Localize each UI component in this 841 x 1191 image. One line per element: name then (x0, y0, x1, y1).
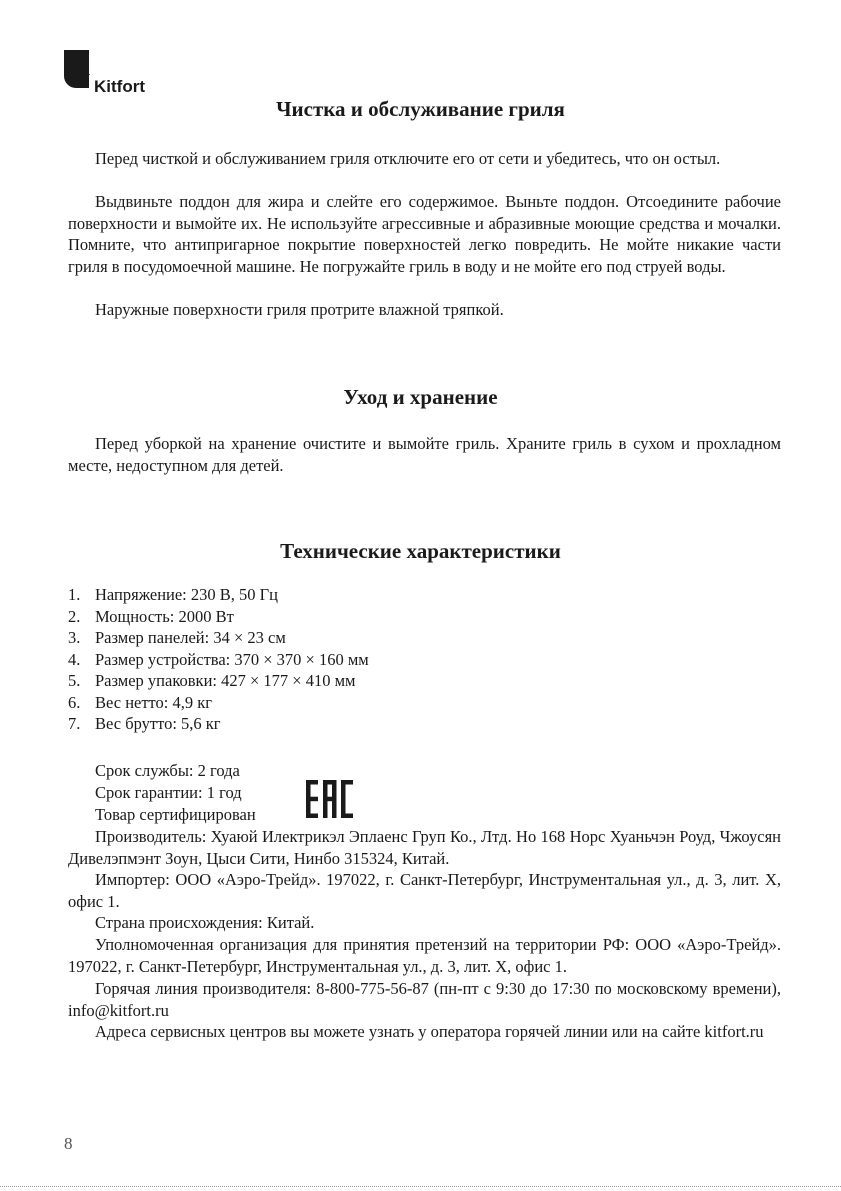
page-bottom-divider (0, 1186, 841, 1187)
storage-title: Уход и хранение (343, 385, 498, 409)
cleaning-title: Чистка и обслуживание гриля (276, 97, 565, 121)
spec-number: 2. (68, 606, 81, 626)
cleaning-paragraph-1: Перед чисткой и обслуживанием гриля отключите его от сети и убедитесь, что он остыл. (95, 149, 721, 168)
spec-text: Вес нетто: 4,9 кг (95, 692, 213, 712)
importer-info: Импортер: ООО «Аэро-Трейд». 197022, г. Санкт-Петербург, Инструментальная ул., д. 3, лит. Х, офис 1. (68, 870, 781, 911)
spec-item (68, 649, 369, 671)
logo-text: Kitfort (94, 77, 145, 96)
spec-item (68, 692, 369, 714)
spec-item (68, 584, 369, 606)
spec-number: 3. (68, 628, 81, 647)
spec-text: Размер упаковки: 427 × 177 × 410 мм (95, 671, 356, 690)
spec-number: 6. (68, 692, 81, 712)
spec-text: Размер устройства: 370 × 370 × 160 мм (95, 649, 369, 669)
manufacturer-info: Производитель: Хуаюй Илектрикэл Эплаенс Груп Ко., Лтд. Но 168 Норс Хуаньчэн Роуд, Чжоусян Дивелэпмэнт Зоун, Цыси Сити, Нинбо 315324, Китай. (68, 827, 781, 868)
storage-paragraph: Перед уборкой на хранение очистите и вымойте гриль. Храните гриль в сухом и прохладном месте, недоступном для детей. (68, 434, 781, 475)
country-of-origin: Страна происхождения: Китай. (95, 913, 315, 932)
specs-title: Технические характеристики (280, 539, 561, 563)
cleaning-paragraph-2: Выдвиньте поддон для жира и слейте его содержимое. Выньте поддон. Отсоедините рабочие поверхности и вымойте их. Не используйте агрессивные и абразивные моющие средства и мочалки. Помните, что антипригарное покрытие поверхностей легко повредить. Не мойте никакие части гриля в посудомоечной машине. Не погружайте гриль в воду и не мойте его под струей воды. (68, 192, 781, 276)
spec-item (68, 627, 369, 649)
spec-text: Напряжение: 230 В, 50 Гц (95, 585, 279, 604)
spec-item (68, 670, 369, 692)
spec-text: Мощность: 2000 Вт (95, 606, 234, 626)
hotline-info: Горячая линия производителя: 8-800-775-56-87 (пн-пт с 9:30 до 17:30 по московскому времени), info@kitfort.ru (68, 979, 781, 1020)
spec-number: 7. (68, 714, 81, 733)
page-number: 8 (64, 1134, 73, 1153)
warranty-period: Срок гарантии: 1 год (95, 783, 242, 802)
certification-note: Товар сертифицирован (95, 805, 256, 824)
authorized-organization: Уполномоченная организация для принятия претензий на территории РФ: ООО «Аэро-Трейд». 197022, г. Санкт-Петербург, Инструментальная ул., д. 3, лит. Х, офис 1. (68, 935, 781, 976)
spec-number: 5. (68, 671, 81, 690)
cleaning-paragraph-3: Наружные поверхности гриля протрите влажной тряпкой. (95, 300, 504, 319)
spec-text: Размер панелей: 34 × 23 см (95, 628, 286, 647)
eac-mark-icon (306, 780, 354, 818)
spec-item (68, 606, 369, 628)
kitfort-logo-icon (64, 50, 89, 88)
spec-number: 4. (68, 649, 81, 669)
service-life: Срок службы: 2 года (95, 761, 240, 780)
specs-list (68, 584, 369, 735)
service-centers-info: Адреса сервисных центров вы можете узнать у оператора горячей линии или на сайте kitfort.ru (95, 1022, 764, 1041)
spec-text: Вес брутто: 5,6 кг (95, 714, 221, 733)
spec-item (68, 713, 369, 735)
spec-number: 1. (68, 585, 81, 604)
